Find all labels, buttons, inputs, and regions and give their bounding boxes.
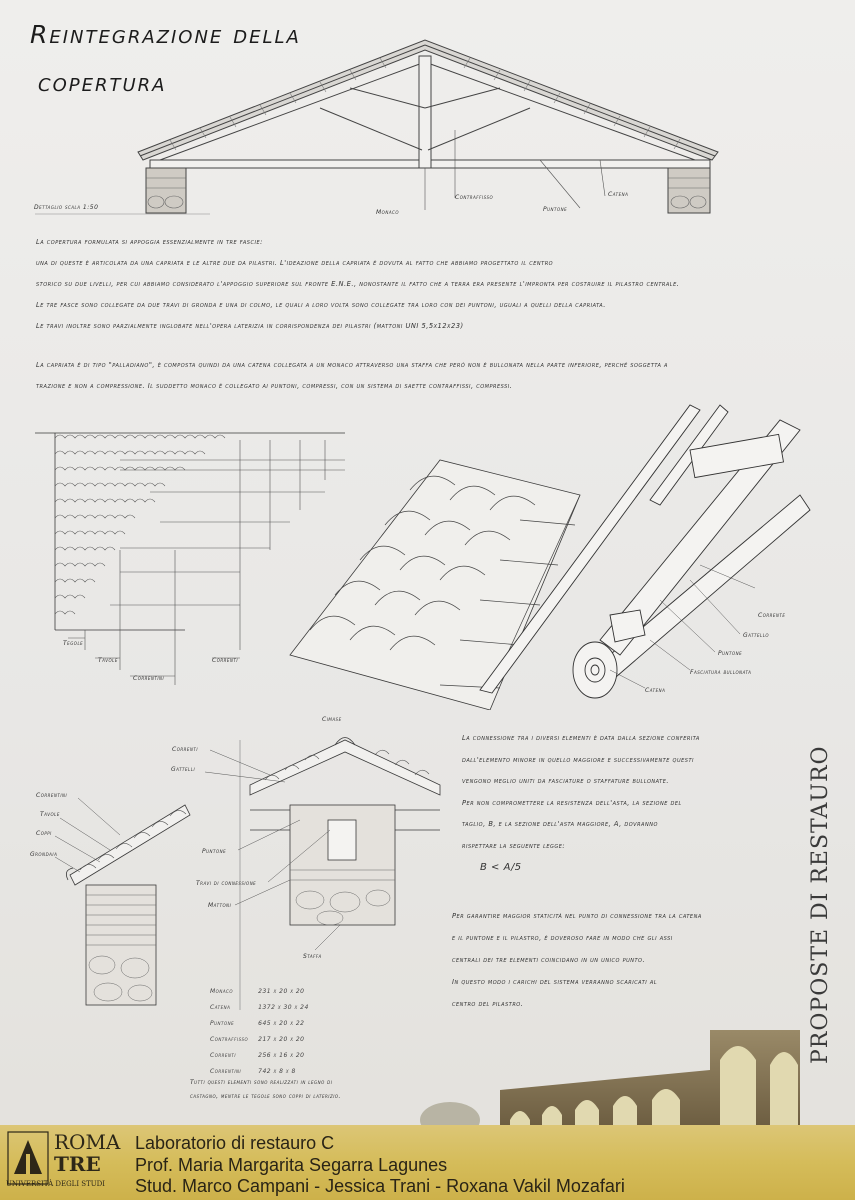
truss-elevation-drawing xyxy=(0,0,855,230)
students-names: Stud. Marco Campani - Jessica Trani - Roxana Vakil Mozafari xyxy=(135,1176,625,1196)
logo-tre: TRE xyxy=(54,1152,101,1176)
label-catena: Catena xyxy=(608,191,629,198)
label-fasciatura: Fasciatura bullonata xyxy=(690,669,752,676)
course-title: Laboratorio di restauro C xyxy=(135,1133,335,1153)
spec-dimension: 217 x 20 x 20 xyxy=(258,1035,305,1043)
label-gattelli: Gattelli xyxy=(171,766,196,773)
label-correnti-section: Correnti xyxy=(172,746,199,753)
explanation-line: e il puntone e il pilastro, è doveroso fare in modo che gli assi xyxy=(452,934,673,942)
explanation-line: centrali dei tre elementi coincidano in un unico punto. xyxy=(452,956,646,964)
label-puntone: Puntone xyxy=(543,206,568,213)
explanation-line: La connessione tra i diversi elementi è data dalla sezione conferita xyxy=(462,734,700,742)
stability-explanation xyxy=(452,905,792,1015)
spec-dimension: 256 x 16 x 20 xyxy=(258,1051,305,1059)
label-travi-connessione: Travi di connessione xyxy=(196,880,257,887)
label-staffa: Staffa xyxy=(303,953,322,960)
spec-dimension: 1372 x 30 x 24 xyxy=(258,1003,309,1011)
description-line: storico su due livelli, per cui abbiamo considerato l'appoggio superiore sul fronte E.N.E., nonostante il fatto che a terra era presente l'impronta per costruire il pilastro centrale. xyxy=(36,280,680,288)
label-correnti: Correnti xyxy=(212,657,239,664)
logo-roma: ROMA xyxy=(54,1130,121,1154)
description-line: La copertura formulata si appoggia essenzialmente in tre fascie: xyxy=(36,238,263,246)
spec-name: Correntini xyxy=(210,1067,242,1075)
table-row xyxy=(210,999,319,1015)
label-contraffisso: Contraffisso xyxy=(455,194,494,201)
formula: B < A/5 xyxy=(480,862,522,873)
materials-note-2: castagno, mentre le tegole sono coppi di laterizio. xyxy=(190,1093,341,1100)
label-mattoni: Mattoni xyxy=(208,902,232,909)
label-tavole: Tavole xyxy=(98,657,118,664)
description-line: trazione e non a compressione. Il suddetto monaco è collegato ai puntoni, compressi, con un sistema di saette contraffissi, compressi. xyxy=(36,382,513,390)
explanation-line: vengono meglio uniti da fasciature o staffature bullonate. xyxy=(462,777,670,785)
label-cimase: Cimase xyxy=(322,716,342,723)
table-row xyxy=(210,983,319,999)
title-line-1: Reintegrazione della xyxy=(30,20,301,49)
description-line: Le tre fasce sono collegate da due travi di gronda e una di colmo, le quali a loro volta sono collegate tra loro con dei puntoni, uguali a quelli della capriata. xyxy=(36,301,606,309)
label-correntini: Correntini xyxy=(133,675,165,682)
spec-name: Monaco xyxy=(210,987,233,995)
explanation-line: Per non compromettere la resistenza dell'asta, la sezione del xyxy=(462,798,682,807)
table-row xyxy=(210,1015,319,1031)
explanation-line: centro del pilastro. xyxy=(452,1000,524,1008)
university-logo xyxy=(6,1128,121,1190)
roof-tiles-detail-drawing xyxy=(0,400,855,710)
label-puntone-section: Puntone xyxy=(202,848,227,855)
label-grondaia: Grondaia xyxy=(30,851,58,858)
explanation-line: In questo modo i carichi del sistema verranno scaricati al xyxy=(452,978,658,986)
label-coppi: Coppi xyxy=(36,830,52,837)
label-monaco: Monaco xyxy=(376,209,399,216)
spec-name: Correnti xyxy=(210,1051,237,1059)
description-line: Le travi inoltre sono parzialmente inglobate nell'opera laterizia in corrispondenza dei pilastri (mattoni UNI 5,5x12x23) xyxy=(36,322,464,330)
explanation-line: dall'elemento minore in quello maggiore e successivamente questi xyxy=(462,755,694,764)
spec-dimension: 231 x 20 x 20 xyxy=(258,987,305,995)
roof-section-drawing xyxy=(0,710,460,1030)
spec-name: Catena xyxy=(210,1003,231,1011)
element-dimensions-table xyxy=(210,983,319,1079)
spec-dimension: 742 x 8 x 8 xyxy=(258,1067,296,1075)
description-line: una di queste è articolata da una capriata e le altre due da pilastri. L'ideazione della capriata è dovuta al fatto che abbiamo progettato il centro xyxy=(36,259,554,267)
title-line-2: copertura xyxy=(38,68,167,97)
table-row xyxy=(210,1063,319,1079)
professor-name: Prof. Maria Margarita Segarra Lagunes xyxy=(135,1155,448,1175)
spec-dimension: 645 x 20 x 22 xyxy=(258,1019,305,1027)
spec-name: Contraffisso xyxy=(210,1035,249,1043)
materials-note-1: Tutti questi elementi sono realizzati in legno di xyxy=(190,1079,333,1086)
label-corrente: Corrente xyxy=(758,612,786,619)
description-block-2 xyxy=(36,355,855,397)
label-correntini-section: Correntini xyxy=(36,792,68,799)
description-line: La capriata è di tipo "palladiano", è composta quindi da una catena collegata a un monaco attraverso una staffa che però non è bullonata nella parte inferiore, perché soggetta a xyxy=(36,361,668,369)
explanation-line: rispettare la seguente legge: xyxy=(462,841,566,850)
scale-label: Dettaglio scala 1:50 xyxy=(34,204,99,211)
spec-name: Puntone xyxy=(210,1019,235,1027)
label-puntone-detail: Puntone xyxy=(718,650,743,657)
description-block-1 xyxy=(36,232,855,337)
connection-explanation xyxy=(462,728,802,879)
vertical-section-title: PROPOSTE DI RESTAURO xyxy=(808,745,833,1064)
label-gattello: Gattello xyxy=(743,632,769,639)
label-tegole: Tegole xyxy=(63,640,84,647)
label-catena-detail: Catena xyxy=(645,687,666,694)
explanation-line: taglio, B, e la sezione dell'asta maggiore, A, dovranno xyxy=(462,820,658,828)
logo-universita: UNIVERSITÀ DEGLI STUDI xyxy=(6,1180,106,1188)
table-row xyxy=(210,1047,319,1063)
table-row xyxy=(210,1031,319,1047)
label-tavole-section: Tavole xyxy=(40,811,60,818)
explanation-line: Per garantire maggior staticità nel punto di connessione tra la catena xyxy=(452,912,702,920)
